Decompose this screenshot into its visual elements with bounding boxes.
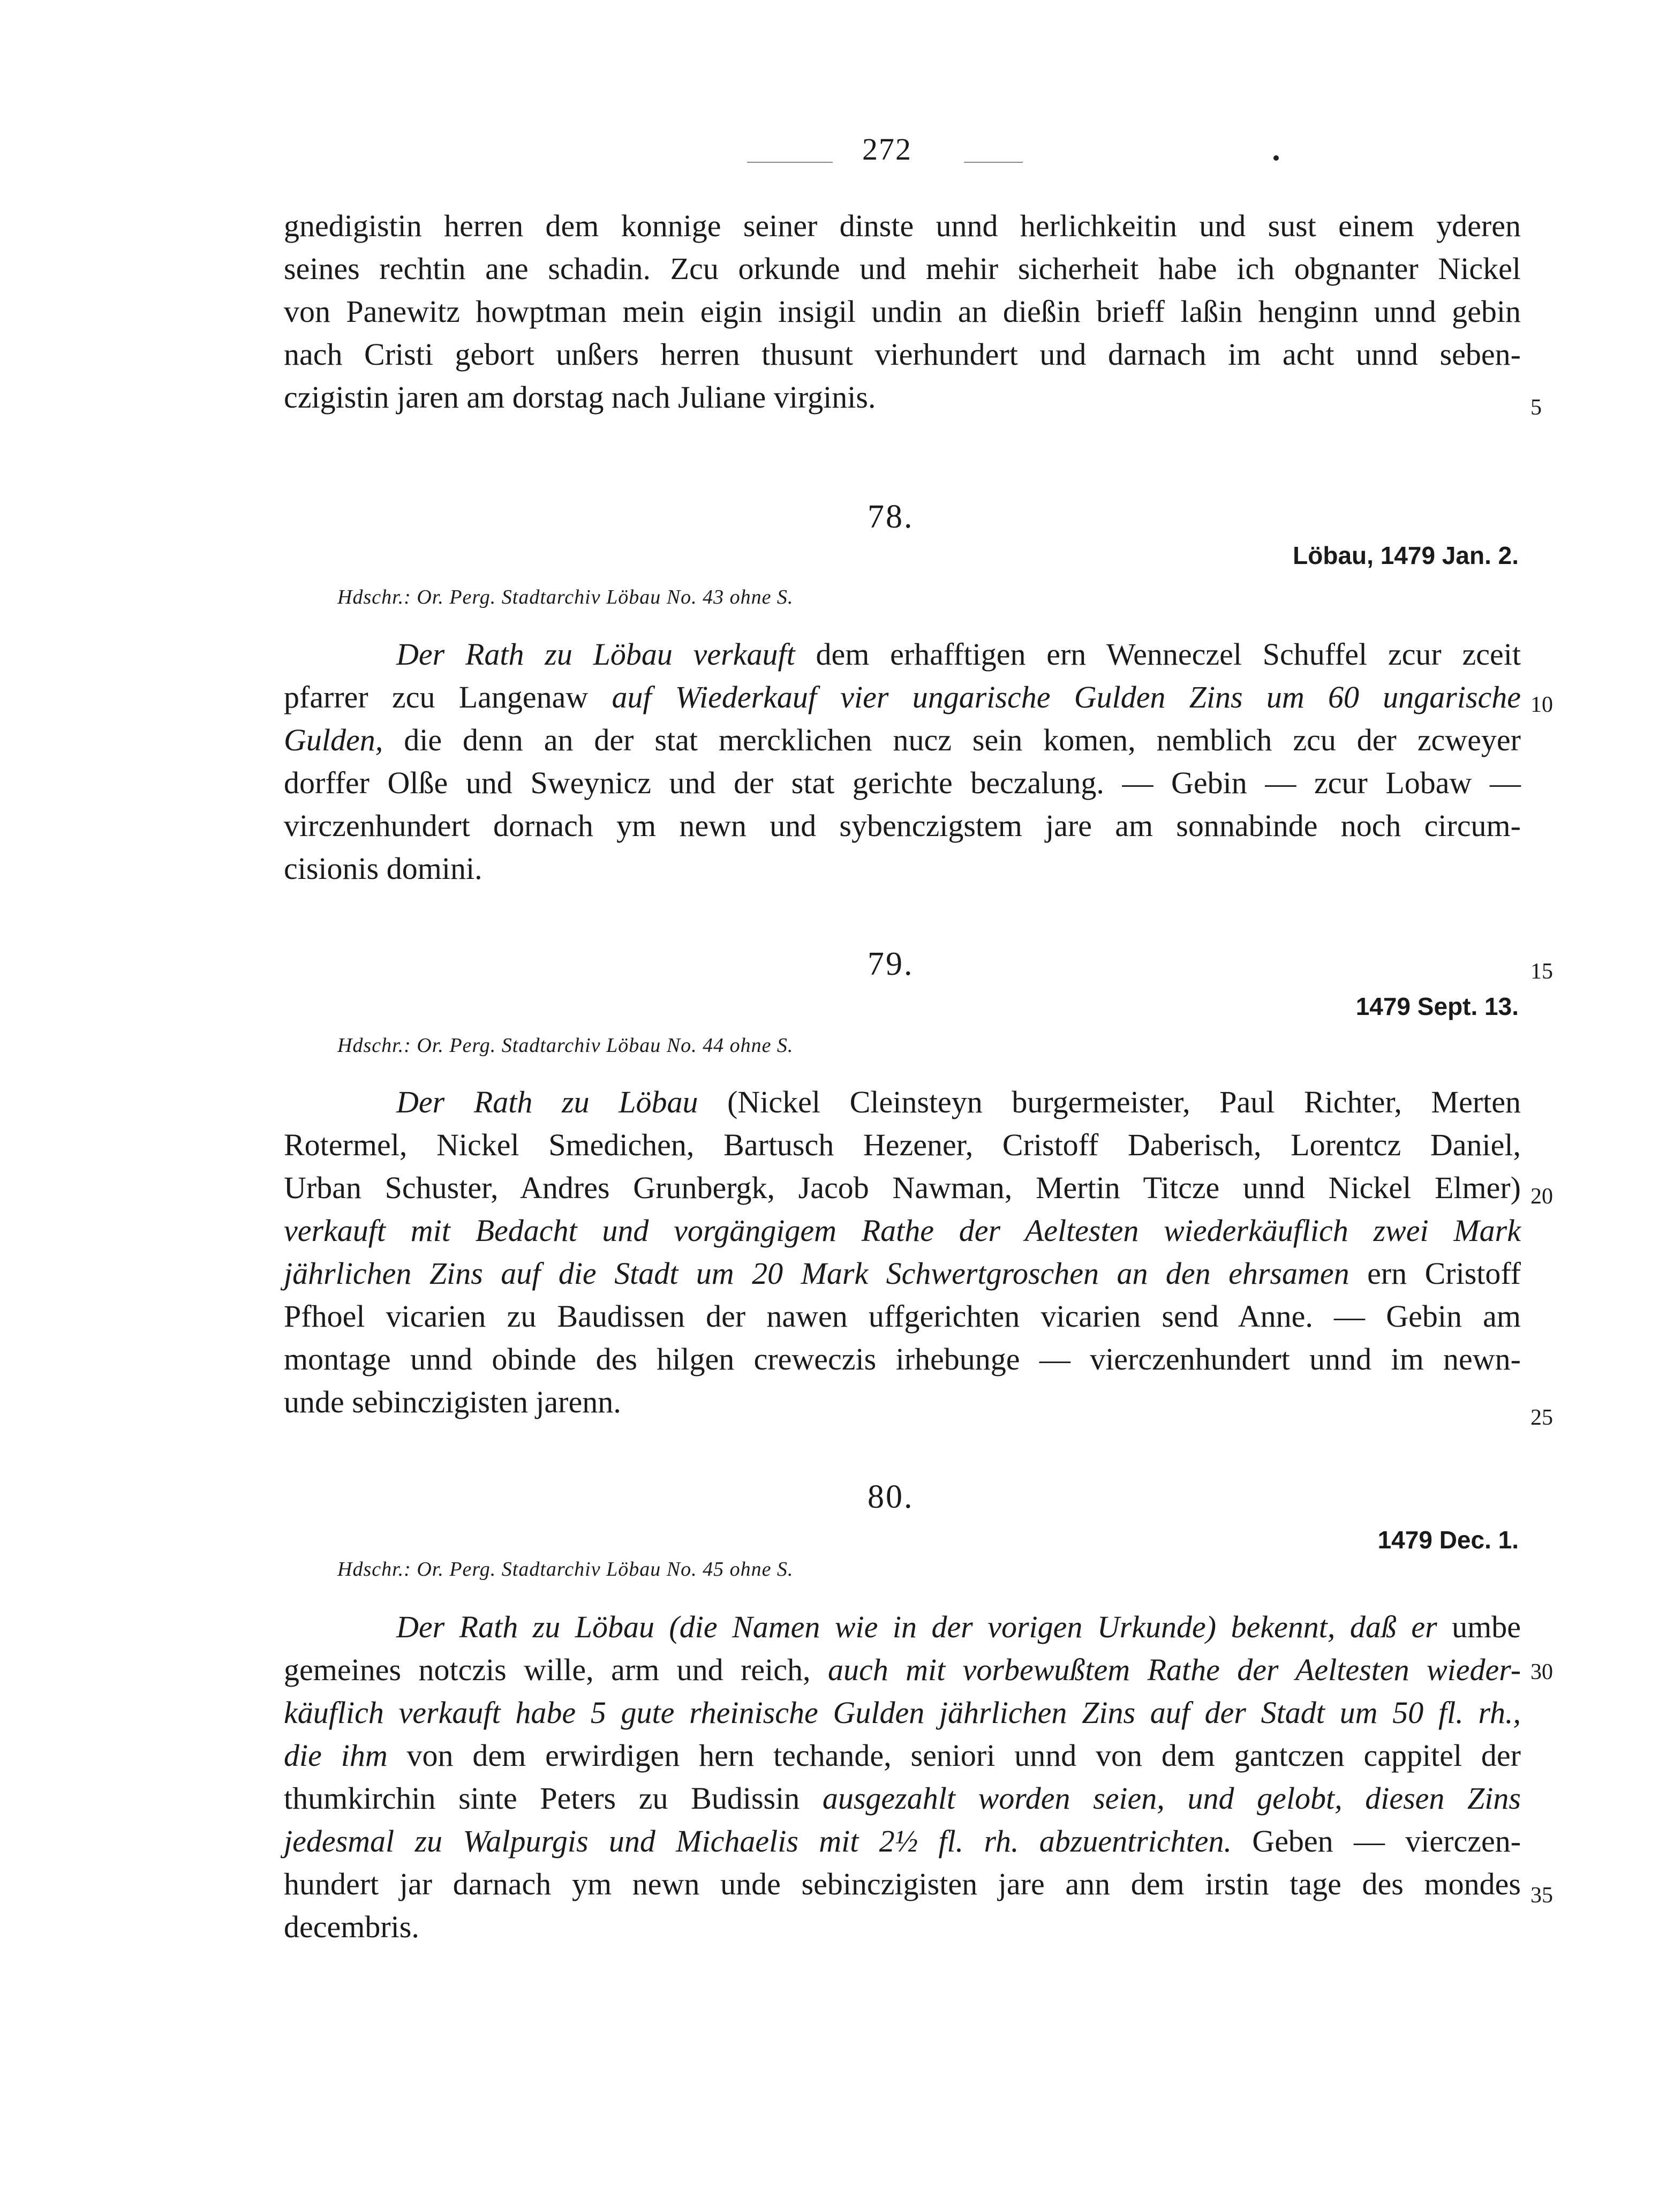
text-line <box>284 1863 1521 1906</box>
margin-line-number: 20 <box>1530 1184 1553 1209</box>
italic-text: Der Rath zu Löbau (die Namen wie in der vorigen Urkunde) bekennt, daß er <box>396 1609 1437 1644</box>
document-number: 78. <box>868 499 914 535</box>
text-line <box>284 762 1521 804</box>
document-date: Löbau, 1479 Jan. 2. <box>1293 541 1519 569</box>
text-line: czigistin jaren am dorstag nach Juliane virginis. <box>284 380 876 415</box>
roman-text: (Nickel Cleinsteyn burgermeister, Paul Richter, Merten <box>698 1085 1521 1119</box>
text-line <box>284 1167 1521 1209</box>
roman-text: montage unnd obinde des hilgen creweczis irhebunge — vierczenhundert unnd im newn- <box>284 1342 1521 1376</box>
document-date: 1479 Sept. 13. <box>1355 992 1519 1020</box>
roman-text: virczenhundert dornach ym newn und sybenczigstem jare am sonnabinde noch circum- <box>284 808 1521 843</box>
italic-text: jährlichen Zins auf die Stadt um 20 Mark Schwertgroschen an den ehrsamen <box>284 1256 1349 1291</box>
margin-line-number: 30 <box>1530 1660 1553 1684</box>
text-line <box>396 1081 1521 1124</box>
italic-text: ausgezahlt worden seien, und gelobt, diesen Zins <box>822 1781 1521 1816</box>
text-line <box>284 1124 1521 1167</box>
text-line: gnedigistin herren dem konnige seiner dinste unnd herlichkeitin und sust einem yderen <box>284 208 1521 243</box>
roman-text: thumkirchin sinte Peters zu Budissin <box>284 1781 823 1816</box>
text-line: seines rechtin ane schadin. Zcu orkunde und mehir sicherheit habe ich obgnanter Nickel <box>284 251 1521 286</box>
text-line <box>284 1906 1521 1948</box>
text-line <box>396 633 1521 676</box>
text-line <box>284 1649 1521 1691</box>
margin-line-number: 35 <box>1530 1883 1553 1908</box>
text-line <box>284 847 1521 890</box>
roman-text: pfarrer zcu Langenaw <box>284 680 612 714</box>
roman-text: unde sebinczigisten jarenn. <box>284 1385 621 1419</box>
roman-text: Geben — vierczen- <box>1232 1824 1521 1859</box>
header-rule-right <box>964 162 1023 163</box>
document-number: 80. <box>868 1479 914 1515</box>
roman-text: decembris. <box>284 1909 419 1944</box>
header-rule-left <box>747 162 833 163</box>
roman-text: umbe <box>1437 1609 1521 1644</box>
margin-line-number: 5 <box>1530 395 1542 420</box>
text-line <box>284 1381 1521 1424</box>
text-line <box>284 1338 1521 1381</box>
document-date: 1479 Dec. 1. <box>1377 1526 1519 1554</box>
roman-text: Urban Schuster, Andres Grunbergk, Jacob Nawman, Mertin Titcze unnd Nickel Elmer) <box>284 1170 1521 1205</box>
roman-text: dem erhafftigen ern Wenneczel Schuffel zcur zceit <box>795 637 1521 672</box>
text-line <box>284 1209 1521 1252</box>
roman-text: gemeines notczis wille, arm und reich, <box>284 1652 828 1687</box>
roman-text: von dem erwirdigen hern techande, seniori unnd von dem gantczen cappitel der <box>387 1738 1521 1773</box>
text-line: nach Cristi gebort unßers herren thusunt vierhundert und darnach im acht unnd seben- <box>284 337 1521 372</box>
roman-text: die denn an der stat mercklichen nucz sein komen, nemblich zcu der zcweyer <box>383 723 1521 757</box>
italic-text: verkauft mit Bedacht und vorgängigem Rathe der Aeltesten wiederkäuflich zwei Mark <box>284 1213 1521 1248</box>
text-line <box>396 1606 1521 1649</box>
document-number: 79. <box>868 946 914 982</box>
roman-text: ern Cristoff <box>1349 1256 1521 1291</box>
margin-line-number: 15 <box>1530 959 1553 984</box>
italic-text: Der Rath zu Löbau <box>396 1085 698 1119</box>
roman-text: cisionis domini. <box>284 851 482 886</box>
text-line <box>284 1820 1521 1863</box>
italic-text: Der Rath zu Löbau verkauft <box>396 637 795 672</box>
roman-text: Rotermel, Nickel Smedichen, Bartusch Hezener, Cristoff Daberisch, Lorentcz Daniel, <box>284 1127 1521 1162</box>
source-note: Hdschr.: Or. Perg. Stadtarchiv Löbau No. 45 ohne S. <box>337 1558 794 1581</box>
text-line <box>284 1295 1521 1338</box>
text-line <box>284 1252 1521 1295</box>
text-line <box>284 1691 1521 1734</box>
roman-text: Pfhoel vicarien zu Baudissen der nawen uffgerichten vicarien send Anne. — Gebin am <box>284 1299 1521 1334</box>
text-line <box>284 719 1521 762</box>
header-mark <box>1273 155 1279 161</box>
text-line <box>284 804 1521 847</box>
source-note: Hdschr.: Or. Perg. Stadtarchiv Löbau No. 43 ohne S. <box>337 586 794 608</box>
source-note: Hdschr.: Or. Perg. Stadtarchiv Löbau No. 44 ohne S. <box>337 1034 794 1057</box>
text-line <box>284 1777 1521 1820</box>
roman-text: dorffer Olße und Sweynicz und der stat gerichte beczalung. — Gebin — zcur Lobaw — <box>284 765 1521 800</box>
margin-line-number: 10 <box>1530 693 1553 717</box>
italic-text: käuflich verkauft habe 5 gute rheinische Gulden jährlichen Zins auf der Stadt um 50 fl. rh., <box>284 1695 1521 1730</box>
roman-text: hundert jar darnach ym newn unde sebinczigisten jare ann dem irstin tage des mondes <box>284 1867 1521 1901</box>
text-line <box>284 1734 1521 1777</box>
italic-text: die ihm <box>284 1738 388 1773</box>
italic-text: Gulden, <box>284 723 383 757</box>
margin-line-number: 25 <box>1530 1405 1553 1430</box>
italic-text: auf Wiederkauf vier ungarische Gulden Zins um 60 ungarische <box>612 680 1521 714</box>
italic-text: auch mit vorbewußtem Rathe der Aeltesten wieder- <box>827 1652 1521 1687</box>
text-line <box>284 676 1521 719</box>
page-number: 272 <box>862 132 912 167</box>
text-line: von Panewitz howptman mein eigin insigil undin an dießin brieff laßin henginn unnd gebin <box>284 294 1521 329</box>
italic-text: jedesmal zu Walpurgis und Michaelis mit 2½ fl. rh. abzuentrichten. <box>284 1824 1232 1859</box>
